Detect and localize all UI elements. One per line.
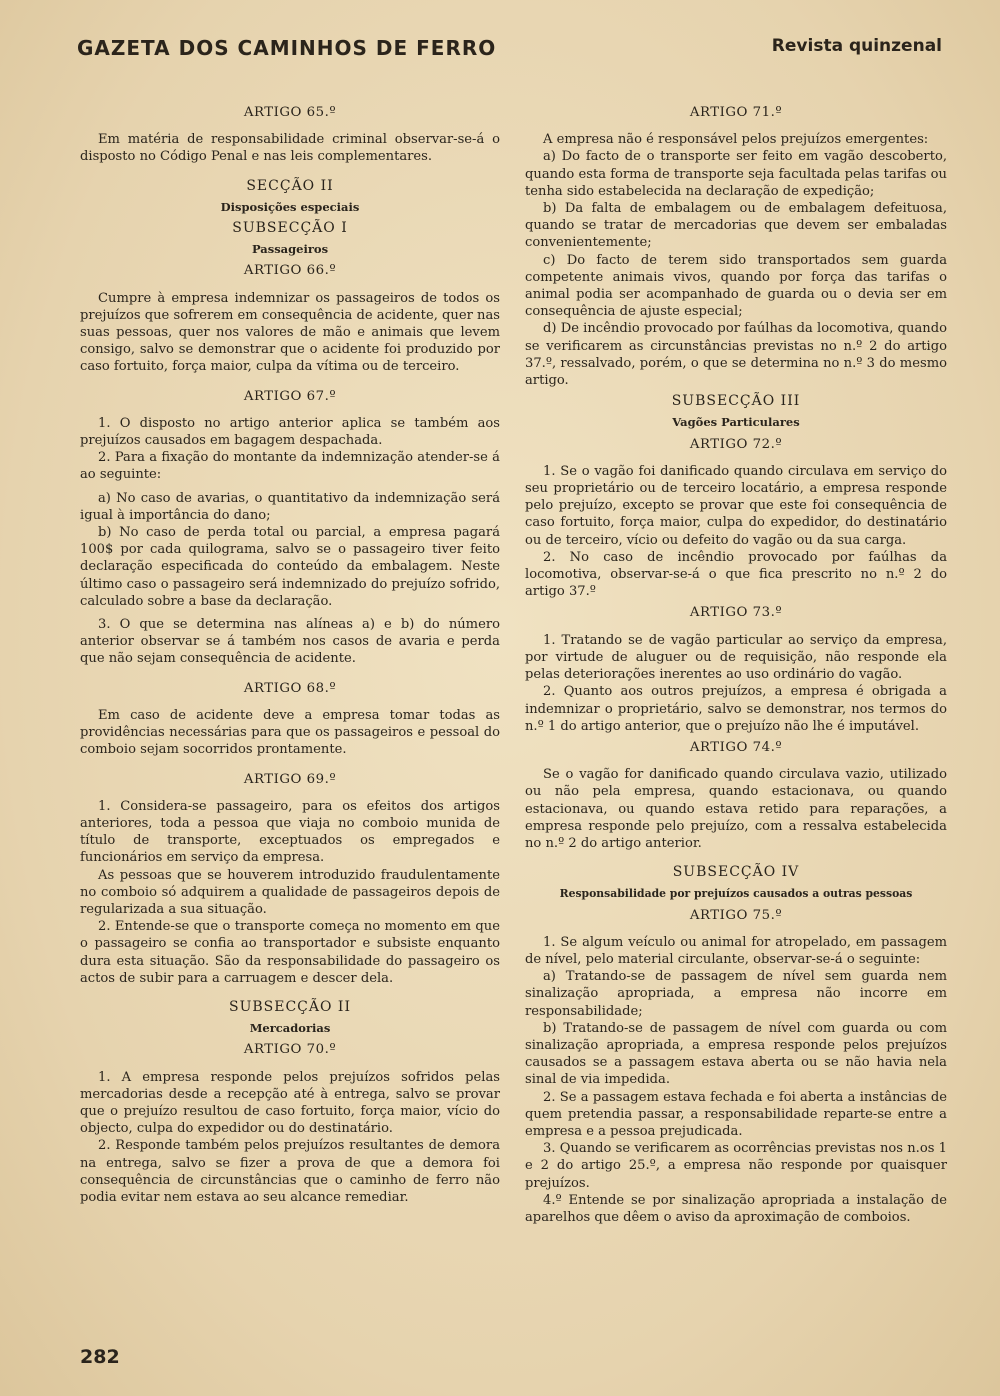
paragraph: b) Tratando-se de passagem de nível com guarda ou com sinalização apropriada, a empresa responde pelos prejuízos causados se a passagem estava aberta ou se não havia nela sinal de via impedida. — [525, 1020, 947, 1088]
paragraph: 4.º Entende se por sinalização apropriada a instalação de aparelhos que dêem o aviso da aproximação de comboios. — [525, 1192, 947, 1225]
section-subtitle: Disposições especiais — [220, 199, 360, 214]
paragraph: 1. O disposto no artigo anterior aplica se também aos prejuízos causados em bagagem despachada. — [80, 415, 500, 449]
subsection-heading: SUBSECÇÃO IV — [672, 864, 800, 881]
subsection-heading: SUBSECÇÃO II — [228, 998, 351, 1015]
paragraph: 1. A empresa responde pelos prejuízos sofridos pelas mercadorias desde a recepção até à entrega, salvo se provar que o prejuízo resultou de caso fortuito, força maior, vício do objecto, culpa do expedidor ou do destinatário. — [80, 1069, 500, 1137]
article-heading: ARTIGO 68.º — [243, 680, 337, 696]
paragraph: 2. Para a fixação do montante da indemnização atender-se á ao seguinte: — [80, 450, 500, 483]
paragraph: 1. Tratando se de vagão particular ao serviço da empresa, por virtude de aluguer ou de requisição, não responde ela pelas deteriorações inerentes ao uso ordinário do vagão. — [525, 632, 947, 683]
paragraph: Em caso de acidente deve a empresa tomar todas as providências necessárias para que os passageiros e pessoal do comboio sejam socorridos prontamente. — [80, 707, 500, 758]
paragraph: Cumpre à empresa indemnizar os passageiros de todos os prejuízos que sofrerem em consequência de acidente, quer nas suas pessoas, quer nos valores de mão e animais que levem consigo, salvo se demonstrar que o acidente foi produzido por caso fortuito, força maior, culpa da vítima ou de terceiro. — [80, 290, 500, 375]
page-number: 282 — [80, 1346, 120, 1368]
section-heading: SECÇÃO II — [246, 177, 334, 194]
article-heading: ARTIGO 73.º — [689, 605, 783, 621]
subsection-subtitle: Mercadorias — [249, 1021, 331, 1036]
paragraph: b) No caso de perda total ou parcial, a empresa pagará 100$ por cada quilograma, salvo se o passageiro tiver feito declaração especificada do conteúdo da embalagem. Neste último caso o passageiro será indemnizado do prejuízo sofrido, calculado sobre a base da declaração. — [80, 525, 500, 609]
subsection-heading: SUBSECÇÃO III — [671, 393, 801, 410]
paragraph: d) De incêndio provocado por faúlhas da locomotiva, quando se verificarem as circunstâncias previstas no n.º 2 do artigo 37.º, ressalvado, porém, o que se determina no n.º 3 do mesmo artigo. — [525, 321, 947, 389]
article-heading: ARTIGO 71.º — [689, 105, 783, 120]
left-column — [80, 100, 500, 1206]
paragraph: Se o vagão for danificado quando circulava vazio, utilizado ou não pela empresa, quando estacionava, ou quando estacionava, ou quando estava retido para reparações, a empresa responde pelo prejuízo, com a ressalva estabelecida no n.º 2 do artigo anterior. — [525, 767, 947, 851]
subsection-subtitle: Responsabilidade por prejuízos causados a outras pessoas — [559, 887, 913, 901]
paragraph: 3. Quando se verificarem as ocorrências previstas nos n.os 1 e 2 do artigo 25.º, a empresa não responde por quaisquer prejuízos. — [525, 1141, 947, 1191]
paragraph: a) Do facto de o transporte ser feito em vagão descoberto, quando esta forma de transporte seja facultada pelas tarifas ou tenha sido estabelecida na declaração de expedição; — [525, 149, 947, 199]
paragraph: 2. Entende-se que o transporte começa no momento em que o passageiro se confia ao transportador e subsiste enquanto dura esta situação. São da responsabilidade do passageiro os actos de subir para a carruagem e descer dela. — [80, 919, 500, 986]
paragraph: 2. Responde também pelos prejuízos resultantes de demora na entrega, salvo se fizer a prova de que a demora foi consequência de circunstâncias que o caminho de ferro não podia evitar nem estava ao seu alcance remediar. — [80, 1138, 500, 1205]
paragraph: b) Da falta de embalagem ou de embalagem defeituosa, quando se tratar de mercadorias que devem ser embaladas convenientemente; — [525, 201, 947, 251]
paragraph: a) Tratando-se de passagem de nível sem guarda nem sinalização apropriada, a empresa não incorre em responsabilidade; — [525, 969, 947, 1019]
paragraph: c) Do facto de terem sido transportados sem guarda competente animais vivos, quando por força das tarifas o animal podia ser acompanhado de guarda ou o devia ser em consequência de ajuste especial; — [525, 252, 947, 320]
article-heading: ARTIGO 67.º — [243, 388, 337, 404]
right-column — [525, 100, 947, 1226]
article-heading: ARTIGO 74.º — [689, 739, 783, 755]
paragraph: 1. Se algum veículo ou animal for atropelado, em passagem de nível, pelo material circulante, observar-se-á o seguinte: — [525, 934, 947, 967]
paragraph: 1. Considera-se passageiro, para os efeitos dos artigos anteriores, toda a pessoa que viaja no comboio munida de título de transporte, exceptuados os empregados e funcionários em serviço da empresa. — [80, 798, 500, 866]
subsection-subtitle: Passageiros — [251, 242, 329, 257]
paragraph: 1. Se o vagão foi danificado quando circulava em serviço do seu proprietário ou de terceiro locatário, a empresa responde pelo prejuízo, excepto se provar que este foi consequência de caso fortuito, força maior, culpa do expedidor, do destinatário ou de terceiro, vício ou defeito do vagão ou da sua carga. — [525, 463, 947, 548]
article-heading: ARTIGO 75.º — [689, 907, 783, 923]
journal-title: GAZETA DOS CAMINHOS DE FERRO — [77, 36, 497, 60]
article-heading: ARTIGO 72.º — [689, 436, 783, 452]
subsection-subtitle: Vagões Particulares — [672, 415, 800, 430]
paragraph: 2. Se a passagem estava fechada e foi aberta a instâncias de quem pretendia passar, a responsabilidade reparte-se entre a empresa e a pessoa prejudicada. — [525, 1089, 947, 1139]
article-heading: ARTIGO 65.º — [243, 105, 337, 120]
paragraph: 3. O que se determina nas alíneas a) e b) do número anterior observar se á também nos casos de avaria e perda que não sejam consequência de acidente. — [80, 617, 500, 667]
paragraph: 2. No caso de incêndio provocado por faúlhas da locomotiva, observar-se-á o que fica prescrito no n.º 2 do artigo 37.º — [525, 549, 947, 600]
subsection-heading: SUBSECÇÃO I — [232, 220, 348, 237]
paragraph: A empresa não é responsável pelos prejuízos emergentes: — [543, 132, 929, 148]
paragraph: 2. Quanto aos outros prejuízos, a empresa é obrigada a indemnizar o proprietário, salvo se demonstrar, nos termos do n.º 1 do artigo anterior, que o prejuízo não lhe é imputável. — [525, 684, 947, 734]
paragraph: a) No caso de avarias, o quantitativo da indemnização será igual à importância do dano; — [80, 490, 500, 523]
paragraph: As pessoas que se houverem introduzido fraudulentamente no comboio só adquirem a qualidade de passageiros depois de regularizada a sua situação. — [80, 867, 500, 917]
journal-subtitle: Revista quinzenal — [771, 36, 942, 56]
paragraph: Em matéria de responsabilidade criminal observar-se-á o disposto no Código Penal e nas leis complementares. — [80, 132, 500, 165]
article-heading: ARTIGO 70.º — [243, 1042, 337, 1058]
article-heading: ARTIGO 66.º — [243, 263, 337, 279]
article-heading: ARTIGO 69.º — [243, 771, 337, 787]
